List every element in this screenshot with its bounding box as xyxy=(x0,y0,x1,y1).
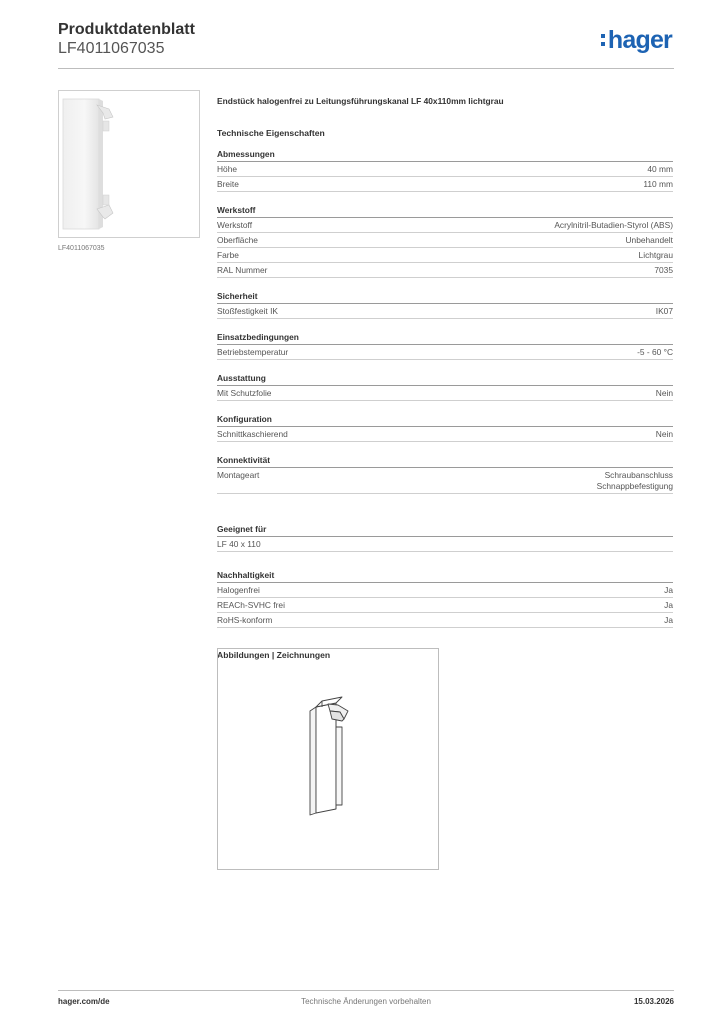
spec-label: Breite xyxy=(217,178,239,189)
spec-value: Acrylnitril-Butadien-Styrol (ABS) xyxy=(554,219,673,230)
spec-row xyxy=(217,613,673,628)
logo-text: hager xyxy=(607,26,672,54)
spec-row xyxy=(217,537,673,552)
article-number: LF4011067035 xyxy=(58,40,165,57)
spec-label: Stoßfestigkeit IK xyxy=(217,305,278,316)
spec-value xyxy=(597,470,673,492)
spec-row xyxy=(217,177,673,192)
spec-label: Halogenfrei xyxy=(217,584,260,595)
spec-label: Betriebstemperatur xyxy=(217,346,289,357)
hager-logo[interactable] xyxy=(601,26,672,55)
footer-divider xyxy=(58,990,674,991)
group-abmessungen xyxy=(217,149,673,192)
spec-value: Ja xyxy=(664,614,673,625)
spec-row xyxy=(217,218,673,233)
spec-row xyxy=(217,248,673,263)
group-werkstoff xyxy=(217,205,673,278)
group-title: Werkstoff xyxy=(217,205,673,218)
spec-row xyxy=(217,304,673,319)
spec-value: Unbehandelt xyxy=(625,234,673,245)
spec-value: Ja xyxy=(664,599,673,610)
spec-value: Nein xyxy=(655,387,673,398)
group-title: Abmessungen xyxy=(217,149,673,162)
spec-label: Mit Schutzfolie xyxy=(217,387,272,398)
drawings-heading: Abbildungen | Zeichnungen xyxy=(217,650,331,660)
spec-value-line: Schraubanschluss xyxy=(604,469,673,480)
group-nachhaltigkeit xyxy=(217,570,673,628)
spec-row xyxy=(217,598,673,613)
header-divider xyxy=(58,68,674,69)
spec-value: 7035 xyxy=(654,264,673,275)
footer-date: 15.03.2026 xyxy=(633,997,674,1006)
footer-website-link[interactable]: hager.com/de xyxy=(58,997,110,1006)
group-title: Einsatzbedingungen xyxy=(217,332,673,345)
end-cap-drawing-icon xyxy=(218,649,438,869)
product-description: Endstück halogenfrei zu Leitungsführungskanal LF 40x110mm lichtgrau xyxy=(217,96,504,106)
spec-value: 40 mm xyxy=(647,163,673,174)
spec-label: RoHS-konform xyxy=(217,614,273,625)
group-title: Ausstattung xyxy=(217,373,673,386)
spec-row xyxy=(217,386,673,401)
group-einsatzbedingungen xyxy=(217,332,673,360)
footer-note: Technische Änderungen vorbehalten xyxy=(301,997,431,1006)
group-title: Konfiguration xyxy=(217,414,673,427)
end-cap-photo-icon xyxy=(59,91,199,237)
spec-row xyxy=(217,345,673,360)
spec-label: Höhe xyxy=(217,163,238,174)
spec-row xyxy=(217,427,673,442)
spec-value: Ja xyxy=(664,584,673,595)
spec-row xyxy=(217,233,673,248)
thumbnail-caption: LF4011067035 xyxy=(58,245,105,252)
group-ausstattung xyxy=(217,373,673,401)
document-header xyxy=(58,20,674,70)
spec-value-line: Schnappbefestigung xyxy=(596,480,673,491)
spec-row xyxy=(217,468,673,494)
spec-value: IK07 xyxy=(655,305,673,316)
product-thumbnail xyxy=(58,90,200,238)
document-title: Produktdatenblatt xyxy=(58,21,195,38)
spec-label: Farbe xyxy=(217,249,239,260)
spec-label: LF 40 x 110 xyxy=(217,538,261,549)
spec-label: Montageart xyxy=(217,469,260,480)
drawing-box xyxy=(217,648,439,870)
group-sicherheit xyxy=(217,291,673,319)
spec-value: Nein xyxy=(655,428,673,439)
logo-dots-icon xyxy=(601,32,606,47)
spec-label: Schnittkaschierend xyxy=(217,428,288,439)
spec-label: RAL Nummer xyxy=(217,264,268,275)
spec-value: 110 mm xyxy=(643,178,673,189)
group-title: Sicherheit xyxy=(217,291,673,304)
spec-label: Werkstoff xyxy=(217,219,253,230)
spec-row xyxy=(217,583,673,598)
spec-content xyxy=(217,96,673,671)
group-geeignet-fuer xyxy=(217,524,673,552)
spec-row xyxy=(217,263,673,278)
spec-value: Lichtgrau xyxy=(638,249,673,260)
group-title: Konnektivität xyxy=(217,455,673,468)
group-konnektivitaet xyxy=(217,455,673,494)
group-konfiguration xyxy=(217,414,673,442)
spec-value: -5 - 60 °C xyxy=(637,346,673,357)
group-title: Geeignet für xyxy=(217,524,673,537)
tech-properties-heading: Technische Eigenschaften xyxy=(217,128,325,138)
spec-row xyxy=(217,162,673,177)
group-title: Nachhaltigkeit xyxy=(217,570,673,583)
spec-label: Oberfläche xyxy=(217,234,258,245)
spec-label: REACh-SVHC frei xyxy=(217,599,285,610)
